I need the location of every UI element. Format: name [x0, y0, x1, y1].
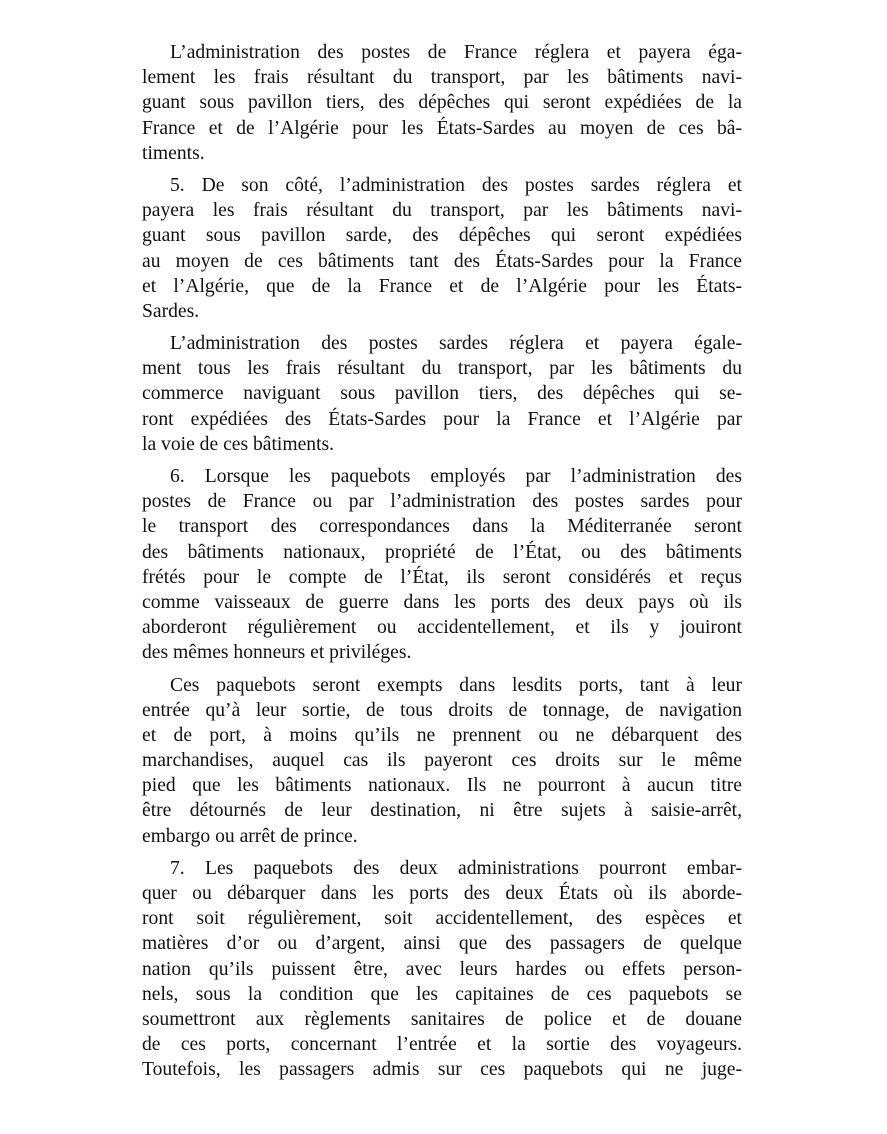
text-line: au moyen de ces bâtiments tant des États-Sardes pour la France: [142, 250, 742, 272]
paragraph-paquebots-exempts: [142, 673, 742, 849]
text-line: ment tous les frais résultant du transport, par les bâtiments du: [142, 358, 742, 380]
text-line: et l’Algérie, que de la France et de l’Algérie pour les États-: [142, 275, 742, 297]
text-line: entrée qu’à leur sortie, de tous droits de tonnage, de navigation: [142, 699, 742, 721]
text-line: être détournés de leur destination, ni être sujets à saisie-arrêt,: [142, 800, 742, 822]
paragraph-article-5: [142, 173, 742, 324]
text-line: L’administration des postes de France réglera et payera éga-: [170, 42, 742, 63]
text-line: Ces paquebots seront exempts dans lesdits ports, tant à leur: [170, 674, 742, 696]
paragraph-article-6: [142, 464, 742, 666]
text-line: France et de l’Algérie pour les États-Sardes au moyen de ces bâ-: [142, 117, 742, 139]
text-line: payera les frais résultant du transport, par les bâtiments navi-: [142, 200, 742, 222]
text-line: la voie de ces bâtiments.: [142, 433, 335, 455]
text-line: timents.: [142, 142, 205, 164]
text-line: L’administration des postes sardes réglera et payera égale-: [170, 333, 742, 355]
text-line: aborderont régulièrement ou accidentellement, et ils y jouiront: [142, 617, 742, 639]
text-line: de ces ports, concernant l’entrée et la sortie des voyageurs.: [142, 1034, 742, 1056]
text-line: commerce naviguant sous pavillon tiers, des dépêches qui se-: [142, 383, 742, 405]
text-line: lement les frais résultant du transport, par les bâtiments navi-: [142, 67, 742, 89]
paragraph-postes-france: [142, 40, 742, 166]
text-line: ront expédiées des États-Sardes pour la France et l’Algérie par: [142, 408, 742, 430]
document-page: [142, 40, 742, 1090]
text-line: guant sous pavillon sarde, des dépêches qui seront expédiées: [142, 225, 742, 247]
text-line: quer ou débarquer dans les ports des deux États où ils abordе-: [142, 883, 742, 904]
text-line: marchandises, auquel cas ils payeront ces droits sur le même: [142, 750, 742, 772]
text-line: 5. De son côté, l’administration des postes sardes réglera et: [170, 174, 742, 196]
text-line: le transport des correspondances dans la Méditerranée seront: [142, 516, 742, 538]
text-line: des mêmes honneurs et priviléges.: [142, 642, 412, 664]
text-line: comme vaisseaux de guerre dans les ports des deux pays où ils: [142, 591, 742, 613]
text-line: postes de France ou par l’administration des postes sardes pour: [142, 491, 742, 513]
text-line: matières d’or ou d’argent, ainsi que des passagers de quelque: [142, 933, 742, 955]
paragraph-article-7: [142, 856, 742, 1083]
text-line: nels, sous la condition que les capitaines de ces paquebots se: [142, 983, 742, 1005]
text-line: 7. Les paquebots des deux administrations pourront embar-: [170, 857, 742, 879]
text-line: des bâtiments nationaux, propriété de l’État, ou des bâtiments: [142, 541, 742, 563]
text-line: pied que les bâtiments nationaux. Ils ne pourront à aucun titre: [142, 775, 742, 797]
text-line: embargo ou arrêt de prince.: [142, 825, 358, 847]
paragraph-postes-sardes: [142, 331, 742, 457]
text-line: nation qu’ils puissent être, avec leurs hardes ou effets person-: [142, 958, 742, 980]
text-line: frétés pour le compte de l’État, ils seront considérés et reçus: [142, 566, 742, 588]
text-line: Toutefois, les passagers admis sur ces paquebots qui ne juge-: [142, 1059, 742, 1081]
text-line: guant sous pavillon tiers, des dépêches qui seront expédiées de la: [142, 92, 742, 114]
text-line: ront soit régulièrement, soit accidentellement, des espèces et: [142, 908, 742, 930]
text-line: et de port, à moins qu’ils ne prennent ou ne débarquent des: [142, 724, 742, 746]
text-line: Sardes.: [142, 300, 200, 322]
text-line: 6. Lorsque les paquebots employés par l’administration des: [170, 466, 742, 487]
text-line: soumettront aux règlements sanitaires de police et de douane: [142, 1008, 742, 1030]
